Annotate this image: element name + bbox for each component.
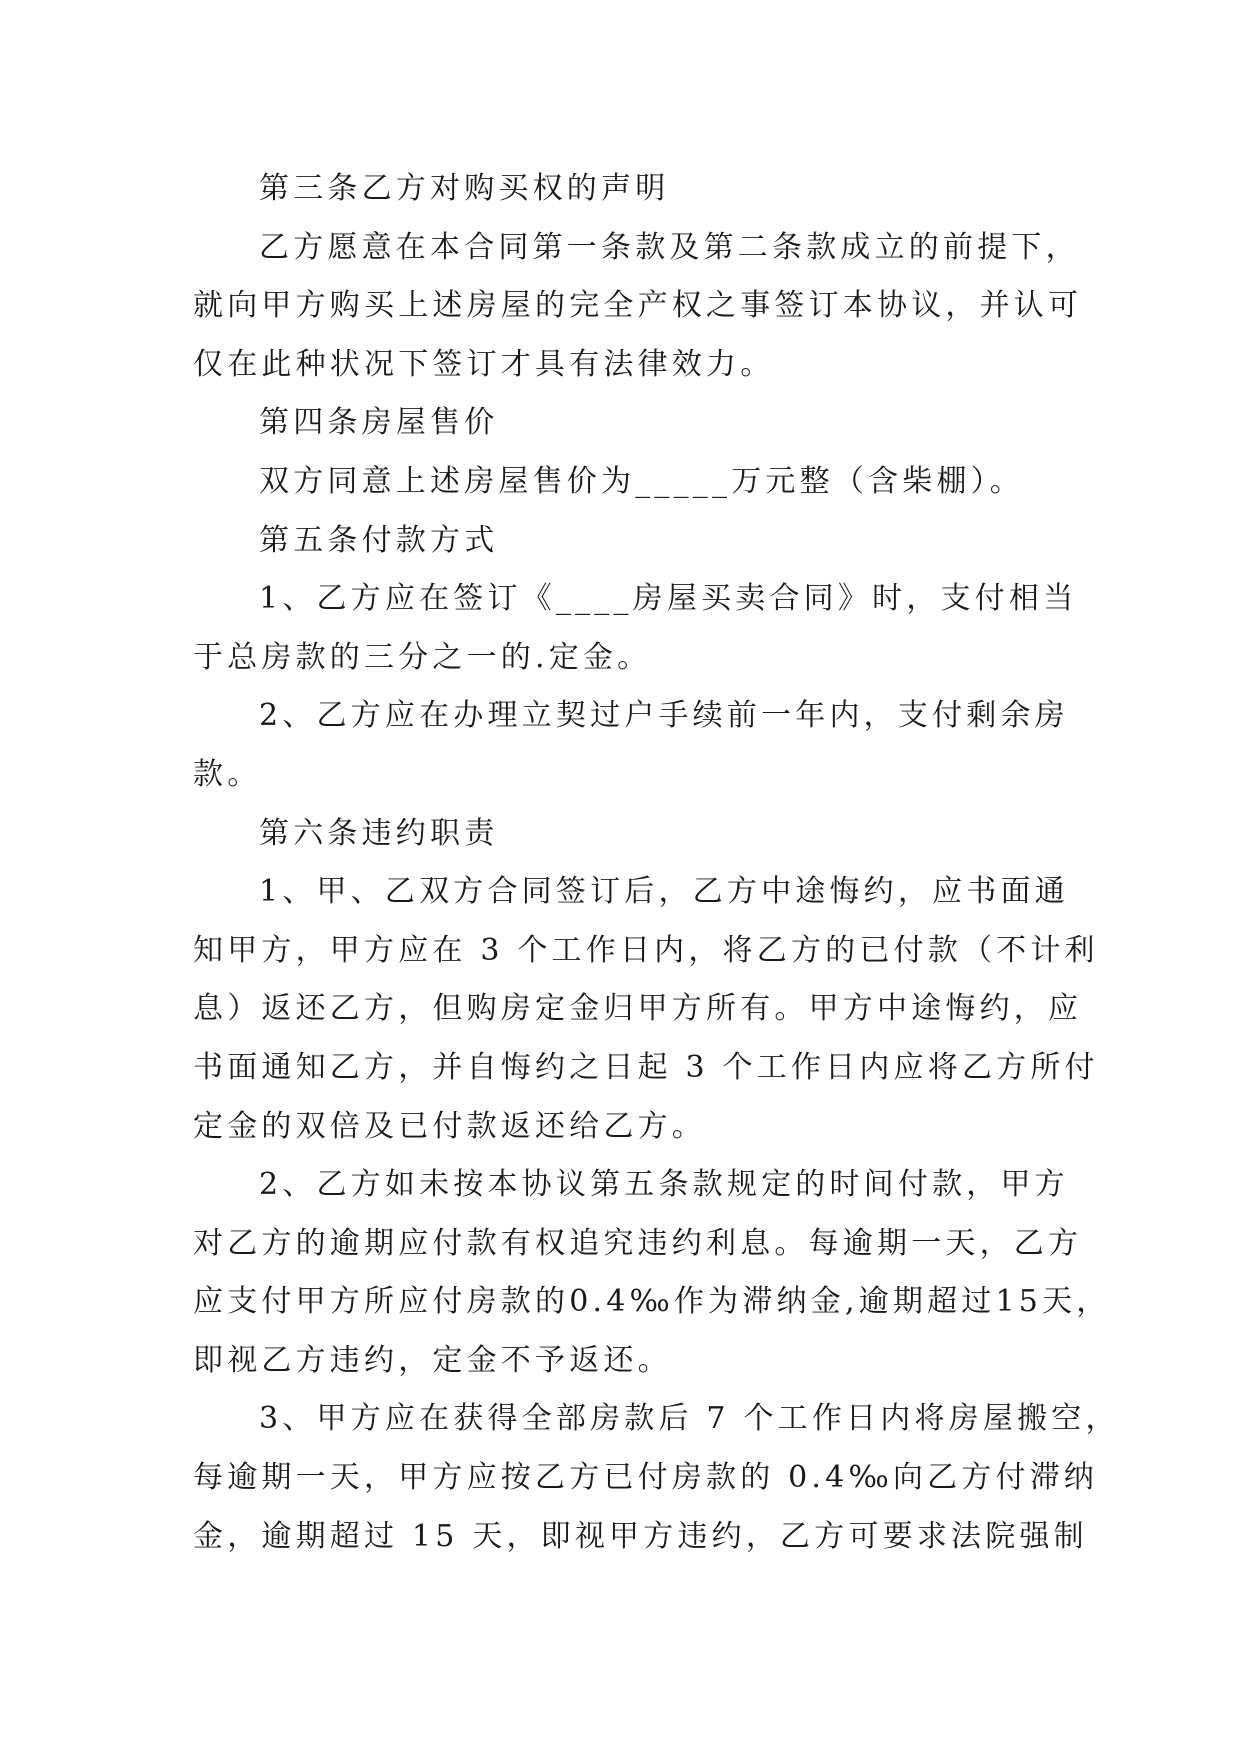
article-5-heading: 第五条付款方式 [259, 522, 499, 558]
article-6-heading: 第六条违约职责 [259, 815, 499, 851]
paragraph-line: 书面通知乙方，并自悔约之日起 3 个工作日内应将乙方所付 [193, 1049, 1099, 1085]
document-body [193, 160, 1120, 1566]
paragraph-line: 1、乙方应在签订《____房屋买卖合同》时，支付相当 [259, 581, 1078, 617]
paragraph-line: 仅在此种状况下签订才具有法律效力。 [193, 346, 775, 382]
paragraph-line: 即视乙方违约，定金不予返还。 [193, 1342, 672, 1378]
article-3-heading: 第三条乙方对购买权的声明 [259, 171, 670, 206]
paragraph-line: 于总房款的三分之一的.定金。 [193, 639, 652, 675]
paragraph-line: 3、甲方应在获得全部房款后 7 个工作日内将房屋搬空， [259, 1401, 1120, 1437]
paragraph-line: 金，逾期超过 15 天，即视甲方违约，乙方可要求法院强制 [193, 1518, 1088, 1554]
paragraph-line: 款。 [193, 756, 262, 792]
paragraph-line: 每逾期一天，甲方应按乙方已付房款的 0.4‰向乙方付滞纳 [193, 1460, 1099, 1496]
article-4-heading: 第四条房屋售价 [259, 405, 499, 441]
paragraph-line: 1、甲、乙双方合同签订后，乙方中途悔约，应书面通 [259, 874, 1069, 910]
paragraph-line: 定金的双倍及已付款返还给乙方。 [193, 1108, 706, 1144]
paragraph-line: 乙方愿意在本合同第一条款及第二条款成立的前提下， [259, 229, 1080, 265]
paragraph-line: 双方同意上述房屋售价为_____万元整（含柴棚）。 [259, 463, 1024, 499]
paragraph-line: 对乙方的逾期应付款有权追究违约利息。每逾期一天，乙方 [193, 1225, 1083, 1261]
paragraph-line: 息）返还乙方，但购房定金归甲方所有。甲方中途悔约，应 [193, 991, 1083, 1027]
paragraph-line: 2、乙方如未按本协议第五条款规定的时间付款，甲方 [259, 1167, 1069, 1203]
paragraph-line: 2、乙方应在办理立契过户手续前一年内，支付剩余房 [259, 698, 1069, 734]
paragraph-line: 应支付甲方所应付房款的0.4‰作为滞纳金,逾期超过15天， [193, 1284, 1111, 1320]
paragraph-line: 就向甲方购买上述房屋的完全产权之事签订本协议，并认可 [193, 288, 1083, 324]
paragraph-line: 知甲方，甲方应在 3 个工作日内，将乙方的已付款（不计利 [193, 932, 1099, 968]
